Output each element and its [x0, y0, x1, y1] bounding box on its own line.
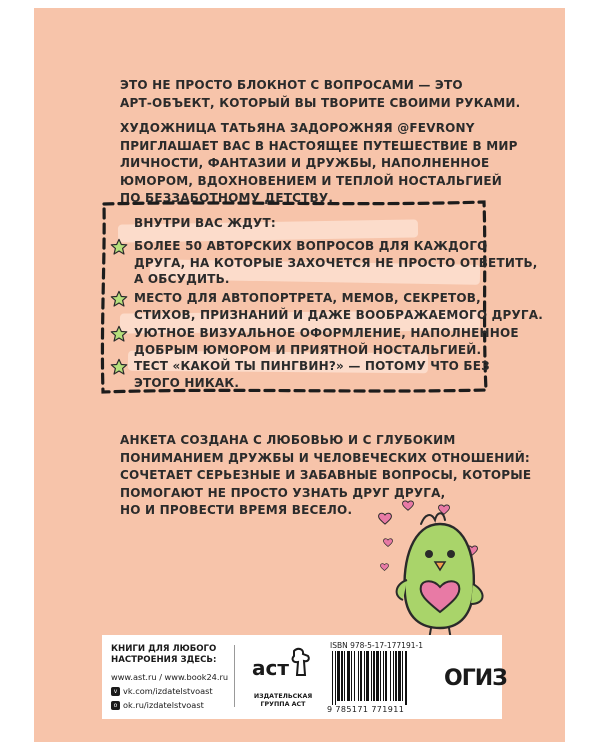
ok-icon: o	[111, 701, 120, 710]
list-item-text: МЕСТО ДЛЯ АВТОПОРТРЕТА, МЕМОВ, СЕКРЕТОВ, СТИХОВ, ПРИЗНАНИЙ И ДАЖЕ ВООБРАЖАЕМОГО ДРУГА.	[134, 291, 544, 322]
outro-paragraph: АНКЕТА СОЗДАНА С ЛЮБОВЬЮ И С ГЛУБОКИМ ПОНИМАНИЕМ ДРУЖБЫ И ЧЕЛОВЕЧЕСКИХ ОТНОШЕНИЙ: СОЧЕТАЕТ СЕРЬЕЗНЫЕ И ЗАБАВНЫЕ ВОПРОСЫ, КОТОРЫЕ ПОМОГАЮТ НЕ ПРОСТО УЗНАТЬ ДРУГ ДРУГА, НО И ПРОВЕСТИ ВРЕМЯ ВЕСЕЛО.	[120, 433, 532, 518]
star-icon	[110, 238, 128, 256]
ast-logo-text: аст	[252, 656, 289, 680]
intro-paragraph-2: ХУДОЖНИЦА ТАТЬЯНА ЗАДОРОЖНЯЯ @FEVRONY ПРИГЛАШАЕТ ВАС В НАСТОЯЩЕЕ ПУТЕШЕСТВИЕ В МИР ЛИЧНОСТИ, ФАНТАЗИИ И ДРУЖБЫ, НАПОЛНЕННОЕ ЮМОРОМ, ВДОХНОВЕНИЕМ И ТЕПЛОЙ НОСТАЛЬГИЕЙ ПО БЕЗЗАБОТНОМУ ДЕТСТВУ.	[120, 121, 518, 206]
ok-link[interactable]	[111, 700, 204, 710]
bird-character-illustration	[385, 500, 495, 645]
ast-logo	[250, 645, 316, 689]
barcode-number: 9 785171 771911	[327, 705, 405, 714]
divider	[234, 645, 235, 707]
star-icon	[110, 358, 128, 376]
vk-link[interactable]	[111, 686, 213, 696]
list-item-text: БОЛЕЕ 50 АВТОРСКИХ ВОПРОСОВ ДЛЯ КАЖДОГО ДРУГА, НА КОТОРЫЕ ЗАХОЧЕТСЯ НЕ ПРОСТО ОТВЕТИТЬ, А ОБСУДИТЬ.	[134, 239, 538, 286]
list-item	[110, 358, 490, 391]
website-link-text: www.ast.ru / www.book24.ru	[111, 672, 229, 682]
box-title: ВНУТРИ ВАС ЖДУТ:	[134, 216, 276, 230]
star-icon	[110, 325, 128, 343]
barcode	[330, 651, 438, 705]
publisher-name: ИЗДАТЕЛЬСКАЯ ГРУППА АСТ	[253, 693, 313, 708]
footer-heading: КНИГИ ДЛЯ ЛЮБОГО НАСТРОЕНИЯ ЗДЕСЬ:	[111, 644, 217, 665]
list-item-text: УЮТНОЕ ВИЗУАЛЬНОЕ ОФОРМЛЕНИЕ, НАПОЛНЕННОЕ ДОБРЫМ ЮМОРОМ И ПРИЯТНОЙ НОСТАЛЬГИЕЙ.	[134, 326, 519, 357]
vk-icon: v	[111, 687, 120, 696]
list-item	[110, 290, 543, 323]
list-item	[110, 325, 519, 358]
list-item	[110, 238, 538, 288]
ok-link-text: ok.ru/izdatelstvoast	[123, 700, 204, 710]
ogiz-logo-text: ОГИЗ	[444, 666, 507, 691]
intro-paragraph-1: ЭТО НЕ ПРОСТО БЛОКНОТ С ВОПРОСАМИ — ЭТО АРТ-ОБЪЕКТ, КОТОРЫЙ ВЫ ТВОРИТЕ СВОИМИ РУКАМИ.	[120, 78, 521, 110]
star-icon	[110, 290, 128, 308]
vk-link-text: vk.com/izdatelstvoast	[123, 686, 213, 696]
list-item-text: ТЕСТ «КАКОЙ ТЫ ПИНГВИН?» — ПОТОМУ ЧТО БЕЗ ЭТОГО НИКАК.	[134, 359, 490, 390]
ogiz-imprint-logo	[444, 661, 507, 691]
website-link[interactable]	[111, 672, 228, 682]
footer-info-panel	[102, 635, 507, 719]
isbn-label: ISBN 978-5-17-177191-1	[330, 641, 423, 650]
